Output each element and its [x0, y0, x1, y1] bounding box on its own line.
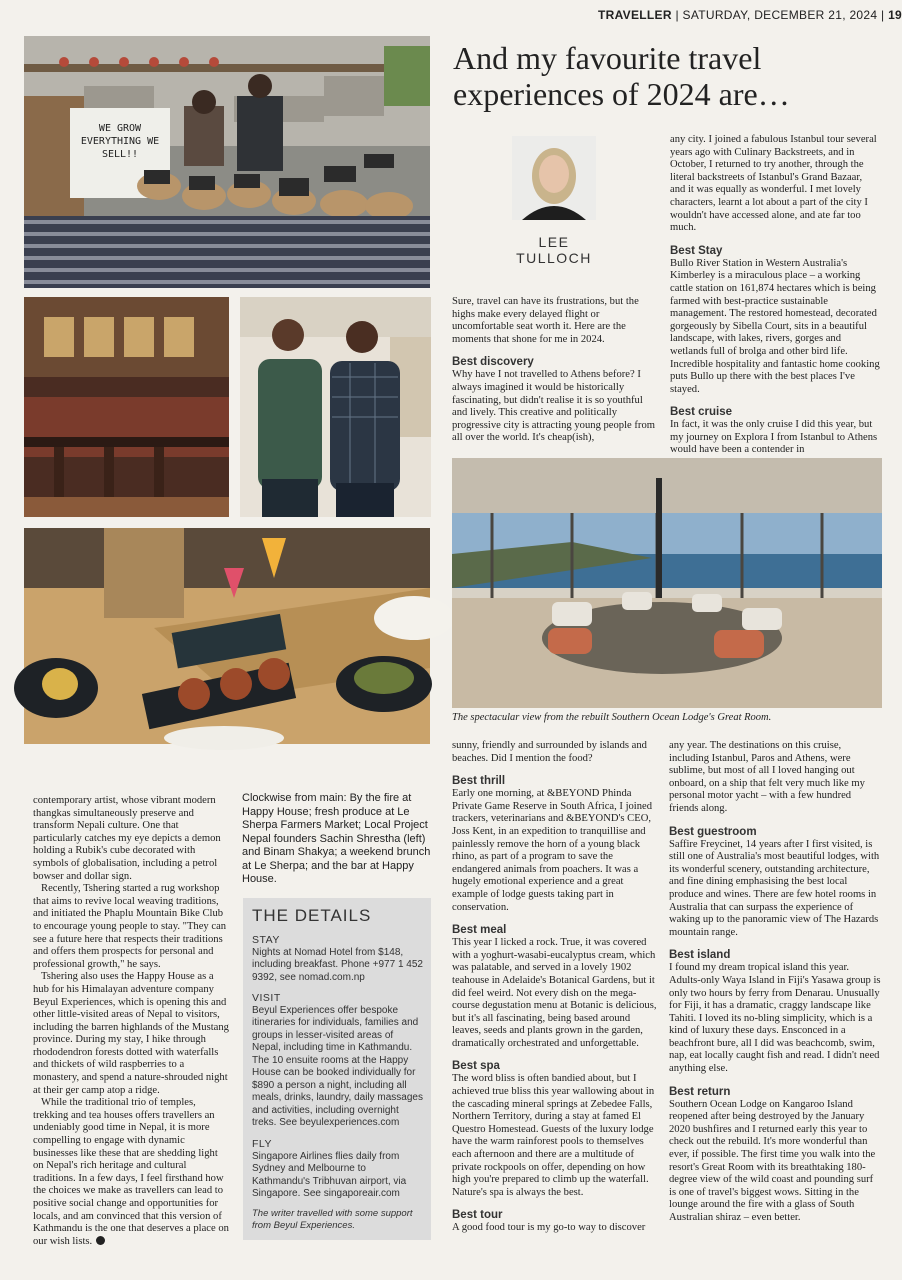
details-stay [252, 934, 424, 984]
subhead-best-guestroom: Best guestroom [669, 825, 757, 838]
paragraph: Why have I not travelled to Athens before? I always imagined it would be historically fascinating, but didn't realise it is so youthful and lively. This creative and politically progressive city is attracting young people from all over the world. It's cheap(ish), [452, 369, 655, 444]
paragraph: The word bliss is often bandied about, but I achieved true bliss this year wallowing about in the cascading mineral springs at Zebedee Falls, Northern Territory, during a stay at famed El Questro Homestead. Guests of the luxury lodge have the warm rainforest pools to themselves each afternoon and there are a multitude of private rockpools on offer, depending on how high you're prepared to climb up the waterfall. Nature's spa is always the best. [452, 1073, 655, 1198]
paragraph: Southern Ocean Lodge on Kangaroo Island reopened after being destroyed by the January 2020 bushfires and I returned early this year to check out the rebuild. It's more wonderful than ever, if possible. The first time you walk into the resort's Great Room with its breathtaking 180-degree view of the wild coast and pounding surf is one of travel's biggest wows. Sitting in the lounge around the fire with a glass of South Australian shiraz – even better. [669, 1098, 876, 1223]
paragraph: Saffire Freycinet, 14 years after I first visited, is still one of Australia's most beautiful lodges, with its wonderful scenery, outstanding architecture, and fine dining emphasising the best local produce and wines. There are few hotel rooms in Australia that can surpass the experience of waking up to the panoramic view of The Hazards mountain range. [669, 838, 880, 938]
the-details-box [243, 898, 431, 1240]
subhead-best-spa: Best spa [452, 1060, 500, 1073]
subhead-best-island: Best island [669, 949, 731, 962]
paragraph-text: While the traditional trio of temples, trekking and tea houses offers travellers an undeniably good time in Nepal, it is more compelling to engage with dynamic businesses like these that are shedding light on Nepal's rich heritage and cultural traditions. In a few days, I feel firsthand how the choices we make as travellers can lead to positive social change and opportunities for locals, and am convinced that this version of Kathmandu is the one that deserves a place on our wish lists. [33, 1097, 229, 1247]
paragraph: contemporary artist, whose vibrant modern thangkas simultaneously preserve and transform Nepali culture. One that particularly catches my eye depicts a demon holding a Rubik's cube decorated with symbols of globalisation, including a petrol bowser and dollar sign. [33, 795, 221, 882]
column-a-text [452, 296, 660, 445]
market-sign: WE GROW EVERYTHING WE SELL!! [80, 123, 160, 160]
details-visit-label: VISIT [252, 992, 281, 1004]
paragraph: This year I licked a rock. True, it was covered with a yoghurt-wasabi-eucalyptus cream, which was palatable, and served in a lovely 1902 teahouse in Adelaide's Botanical Gardens, but it did feel weird. Not every dish on the mega-course degustation menu at Botanic is delicious, but it's all fascinating, being based around leaves, seeds and plants grown in the garden, dramatically orchestrated and unforgettable. [452, 937, 657, 1049]
author-photo [512, 136, 596, 220]
subhead-best-return: Best return [669, 1085, 731, 1098]
photo-caption: Clockwise from main: By the fire at Happy House; fresh produce at Le Sherpa Farmers Market; Local Project Nepal founders Sachin Shrestha (left) and Binam Shakya; a weekend brunch at Le Sherpa; and the bar at Happy House. [242, 792, 431, 885]
paragraph: any city. I joined a fabulous Istanbul tour several years ago with Culinary Backstreets, and in October, I returned to try another, through the literal backstreets of Istanbul's Grand Bazaar, and it was equally as wonderful. I met lovely characters, learnt a lot about a part of the city I wouldn't have accessed alone, and ate far too much. [670, 134, 877, 234]
author-last-name: TULLOCH [516, 250, 592, 266]
paragraph [33, 1097, 229, 1248]
details-fly-label: FLY [252, 1138, 272, 1150]
paragraph: Tshering also uses the Happy House as a hub for his Himalayan adventure company Beyul Experiences, which is opening this and other little-visited areas of Nepal to visitors, including the barren highlands of the Mustang province. During my stay, I hike through rhododendron forests dotted with waterfalls and thickets of wild raspberries to a monastery, and spend a nature-shrouded night at their ger camp atop a ridge. [33, 971, 229, 1096]
subhead-best-thrill: Best thrill [452, 775, 506, 788]
article-headline: And my favourite travel experiences of 2024 are… [453, 40, 790, 112]
details-footnote: The writer travelled with some support from Beyul Experiences. [252, 1208, 413, 1231]
intro-paragraph: Sure, travel can have its frustrations, but the highs make every delayed flight or uncomfortable seat worth it. Here are the moments that shone for me in 2024. [452, 296, 639, 345]
column-b-text [670, 134, 880, 457]
page-header: TRAVELLER | SATURDAY, DECEMBER 21, 2024 | 19 [598, 8, 902, 22]
paragraph: Bullo River Station in Western Australia's Kimberley is a miraculous place – a working cattle station on 161,874 hectares which is being farmed with best-practice sustainable management. The restored homestead, decorated gorgeously by Sibella Court, sits in a beautiful landscape, with lakes, rivers, gorges and wetlands full of brolga and other bird life. Incredible hospitality and fantastic home cooking puts Bullo up there with the best places I've stayed. [670, 257, 880, 395]
column-d-text [669, 740, 881, 1225]
photo-local-project-founders [240, 297, 431, 517]
subhead-best-discovery: Best discovery [452, 356, 534, 369]
section-name: TRAVELLER [598, 8, 672, 22]
subhead-best-meal: Best meal [452, 924, 507, 937]
subhead-best-tour: Best tour [452, 1209, 503, 1222]
details-visit [252, 992, 424, 1130]
photo-farmers-market [24, 36, 430, 288]
author-byline [512, 234, 596, 266]
paragraph: A good food tour is my go-to way to discover [452, 1222, 646, 1234]
author-first-name: LEE [538, 234, 570, 250]
photo-brunch-le-sherpa [24, 528, 430, 744]
paragraph: any year. The destinations on this cruise, including Istanbul, Paros and Athens, were sublime, but most of all I loved hanging out onboard, on a ship that felt very much like my personal motor yacht – with a few hundred friends along. [669, 740, 865, 814]
lodge-photo-caption: The spectacular view from the rebuilt Southern Ocean Lodge's Great Room. [452, 712, 772, 723]
details-fly-text: Singapore Airlines flies daily from Sydney and Melbourne to Kathmandu's Tribhuvan airport, via Singapore. See singaporeair.com [252, 1150, 407, 1199]
paragraph: Recently, Tshering started a rug workshop that aims to revive local weaving traditions, and initiated the Phaplu Mountain Bike Club to encourage young people to stay. "They can see a future here that respects their traditions and offers them prospects for personal and professional growth," he says. [33, 883, 227, 970]
details-visit-text: Beyul Experiences offer bespoke itineraries for individuals, families and groups in lesser-visited areas of Nepal, including time in Kathmandu. The 10 ensuite rooms at the Happy House can be booked individually for $890 a person a night, including all meals, drinks, laundry, daily massages and activities, including overnight treks. See beyulexperiences.com [252, 1004, 423, 1128]
details-stay-label: STAY [252, 934, 280, 946]
photo-southern-ocean-lodge [452, 458, 882, 708]
paragraph: Early one morning, at &BEYOND Phinda Private Game Reserve in South Africa, I joined trackers, veterinarians and &BEYOND's CEO, Joss Kent, in an expedition to tranquillise and painlessly remove the horn of a young black rhino, as part of a program to save the endangered animals from poachers. It was a hugely emotional experience and a great example of lodge guests taking part in conservation. [452, 788, 653, 913]
details-stay-text: Nights at Nomad Hotel from $148, including breakfast. Phone +977 1 452 9392, see nomad.com.np [252, 946, 423, 983]
subhead-best-stay: Best Stay [670, 244, 723, 257]
end-of-story-icon [96, 1236, 105, 1245]
paragraph: sunny, friendly and surrounded by islands and beaches. Did I mention the food? [452, 740, 647, 764]
column-c-text [452, 740, 660, 1235]
page-number: 19 [888, 8, 902, 22]
details-heading: THE DETAILS [252, 906, 372, 925]
paragraph: I found my dream tropical island this year. Adults-only Waya Island in Fiji's Yasawa group is only two hours by ferry from Denarau. Unusually for Fiji, it has a dramatic, craggy landscape like Tahiti. I loved its no-bling simplicity, which is a kind of luxury these days. Ensconced in a beachfront bure, all I did was beachcomb, swim, nap, eat locally caught fish and read. I didn't need anything else. [669, 962, 881, 1075]
subhead-best-cruise: Best cruise [670, 406, 733, 419]
left-column-text [33, 795, 229, 1248]
photo-happy-house-bar [24, 297, 229, 517]
details-fly [252, 1138, 424, 1201]
issue-date: SATURDAY, DECEMBER 21, 2024 [682, 8, 878, 22]
paragraph: In fact, it was the only cruise I did this year, but my journey on Explora I from Istanbul to Athens would have been a contender in [670, 419, 878, 456]
